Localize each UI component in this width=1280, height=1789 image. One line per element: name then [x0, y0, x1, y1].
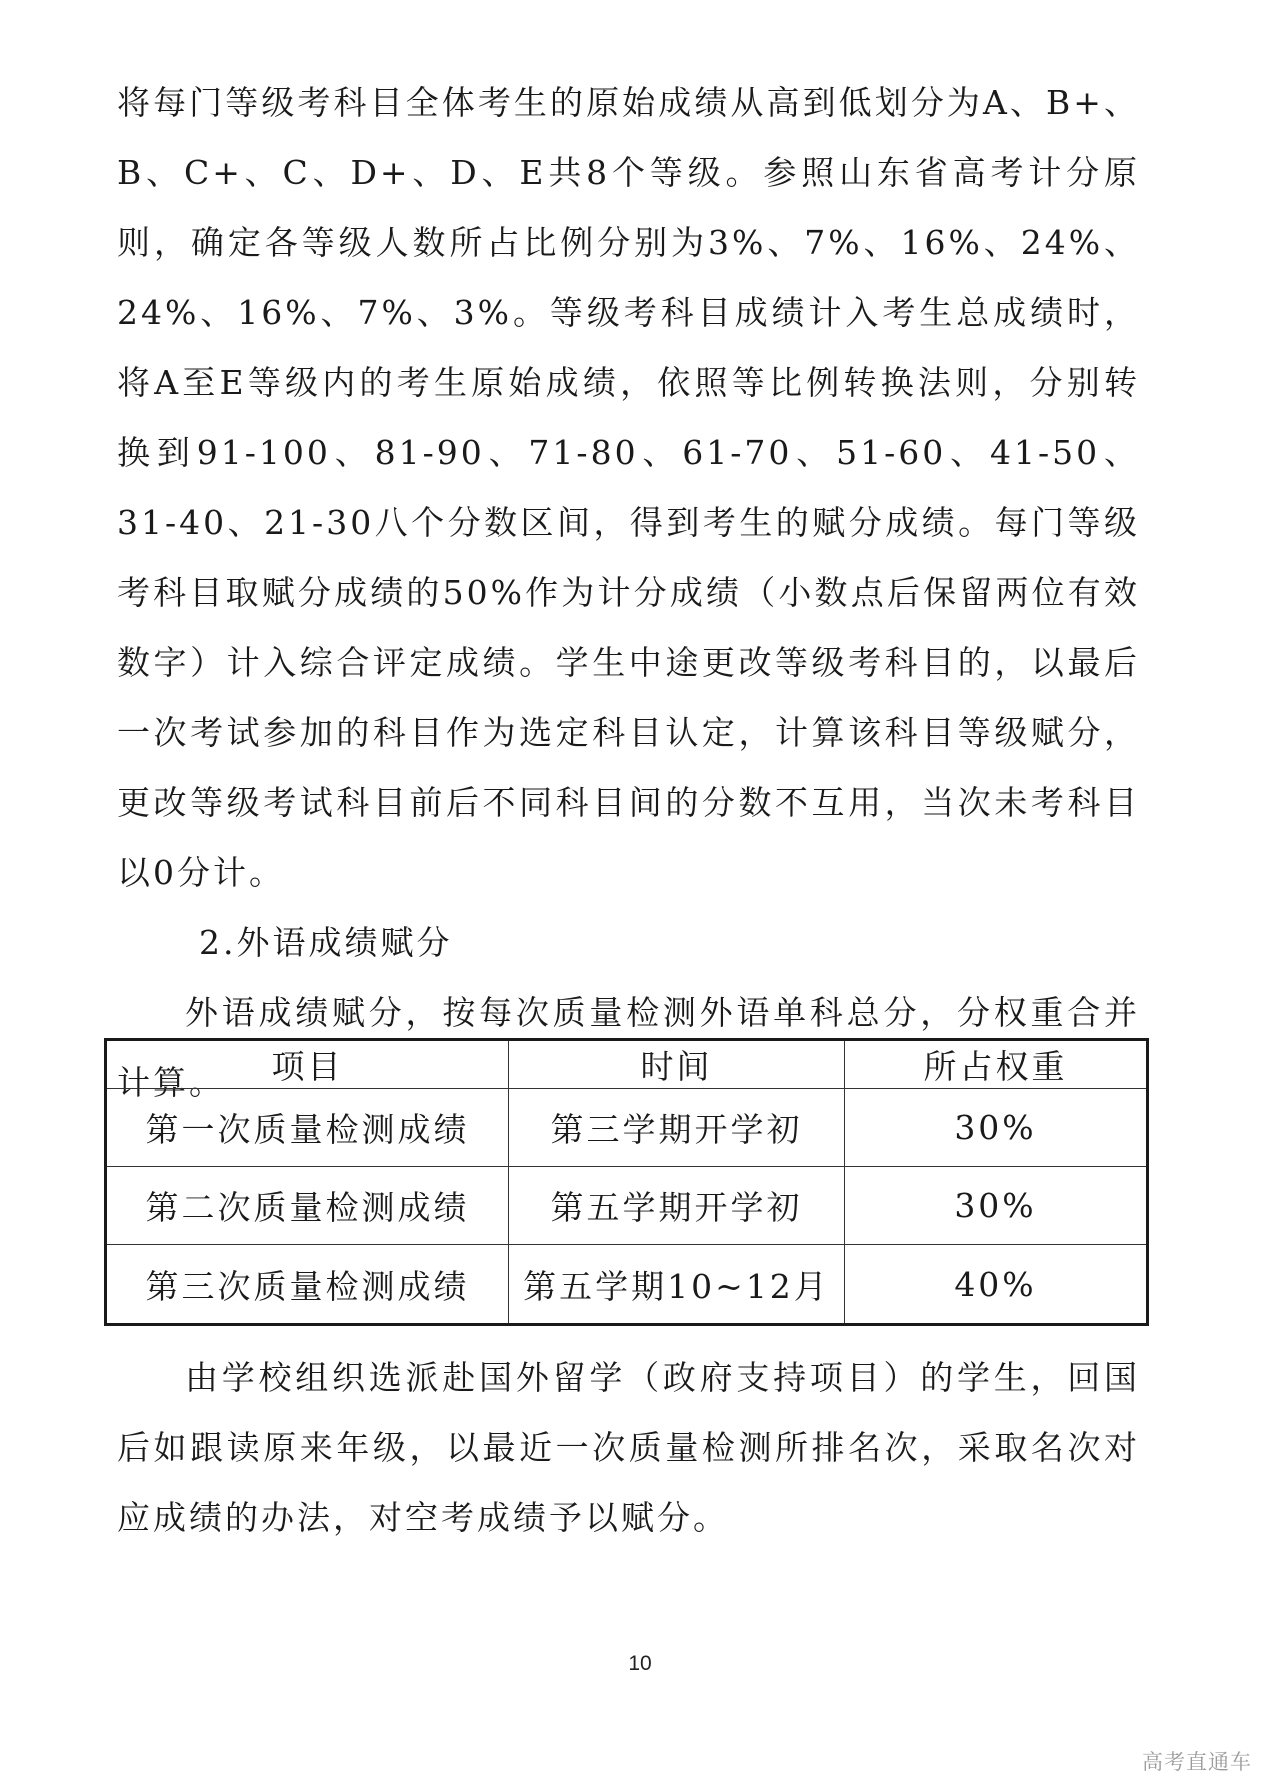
table-cell-weight: 40% [845, 1245, 1148, 1325]
table-cell-item: 第一次质量检测成绩 [106, 1089, 509, 1167]
table-header-row [106, 1040, 1148, 1089]
table-row [106, 1245, 1148, 1325]
watermark: 高考直通车 [1142, 1750, 1252, 1774]
weight-table [104, 1038, 1149, 1326]
table-cell-weight: 30% [845, 1089, 1148, 1167]
header-item: 项目 [106, 1040, 509, 1089]
table-cell-item: 第三次质量检测成绩 [106, 1245, 509, 1325]
header-time: 时间 [509, 1040, 845, 1089]
table-cell-item: 第二次质量检测成绩 [106, 1167, 509, 1245]
header-weight: 所占权重 [845, 1040, 1148, 1089]
table-cell-time: 第五学期10~12月 [509, 1245, 845, 1325]
page-number: 10 [628, 1652, 652, 1675]
study-abroad-paragraph: 由学校组织选派赴国外留学（政府支持项目）的学生，回国后如跟读原来年级，以最近一次质量检测所排名次，采取名次对应成绩的办法，对空考成绩予以赋分。 [117, 1358, 1140, 1537]
grading-paragraph: 将每门等级考科目全体考生的原始成绩从高到低划分为A、B+、B、C+、C、D+、D、E共8个等级。参照山东省高考计分原则，确定各等级人数所占比例分别为3%、7%、16%、24%、24%、16%、7%、3%。等级考科目成绩计入考生总成绩时，将A至E等级内的考生原始成绩，依照等比例转换法则，分别转换到91-100、81-90、71-80、61-70、51-60、41-50、31-40、21-30八个分数区间，得到考生的赋分成绩。每门等级考科目取赋分成绩的50%作为计分成绩（小数点后保留两位有效数字）计入综合评定成绩。学生中途更改等级考科目的，以最后一次考试参加的科目作为选定科目认定，计算该科目等级赋分，更改等级考试科目前后不同科目间的分数不互用，当次未考科目以0分计。 [117, 83, 1140, 892]
table-cell-time: 第三学期开学初 [509, 1089, 845, 1167]
table-row [106, 1089, 1148, 1167]
table-cell-weight: 30% [845, 1167, 1148, 1245]
foreign-language-paragraph: 外语成绩赋分，按每次质量检测外语单科总分，分权重合并计算。 [117, 993, 1140, 1102]
section-heading: 2.外语成绩赋分 [199, 923, 453, 962]
body-text-continued [117, 1343, 1140, 1553]
body-text [117, 68, 1140, 1118]
table-cell-time: 第五学期开学初 [509, 1167, 845, 1245]
table-row [106, 1167, 1148, 1245]
